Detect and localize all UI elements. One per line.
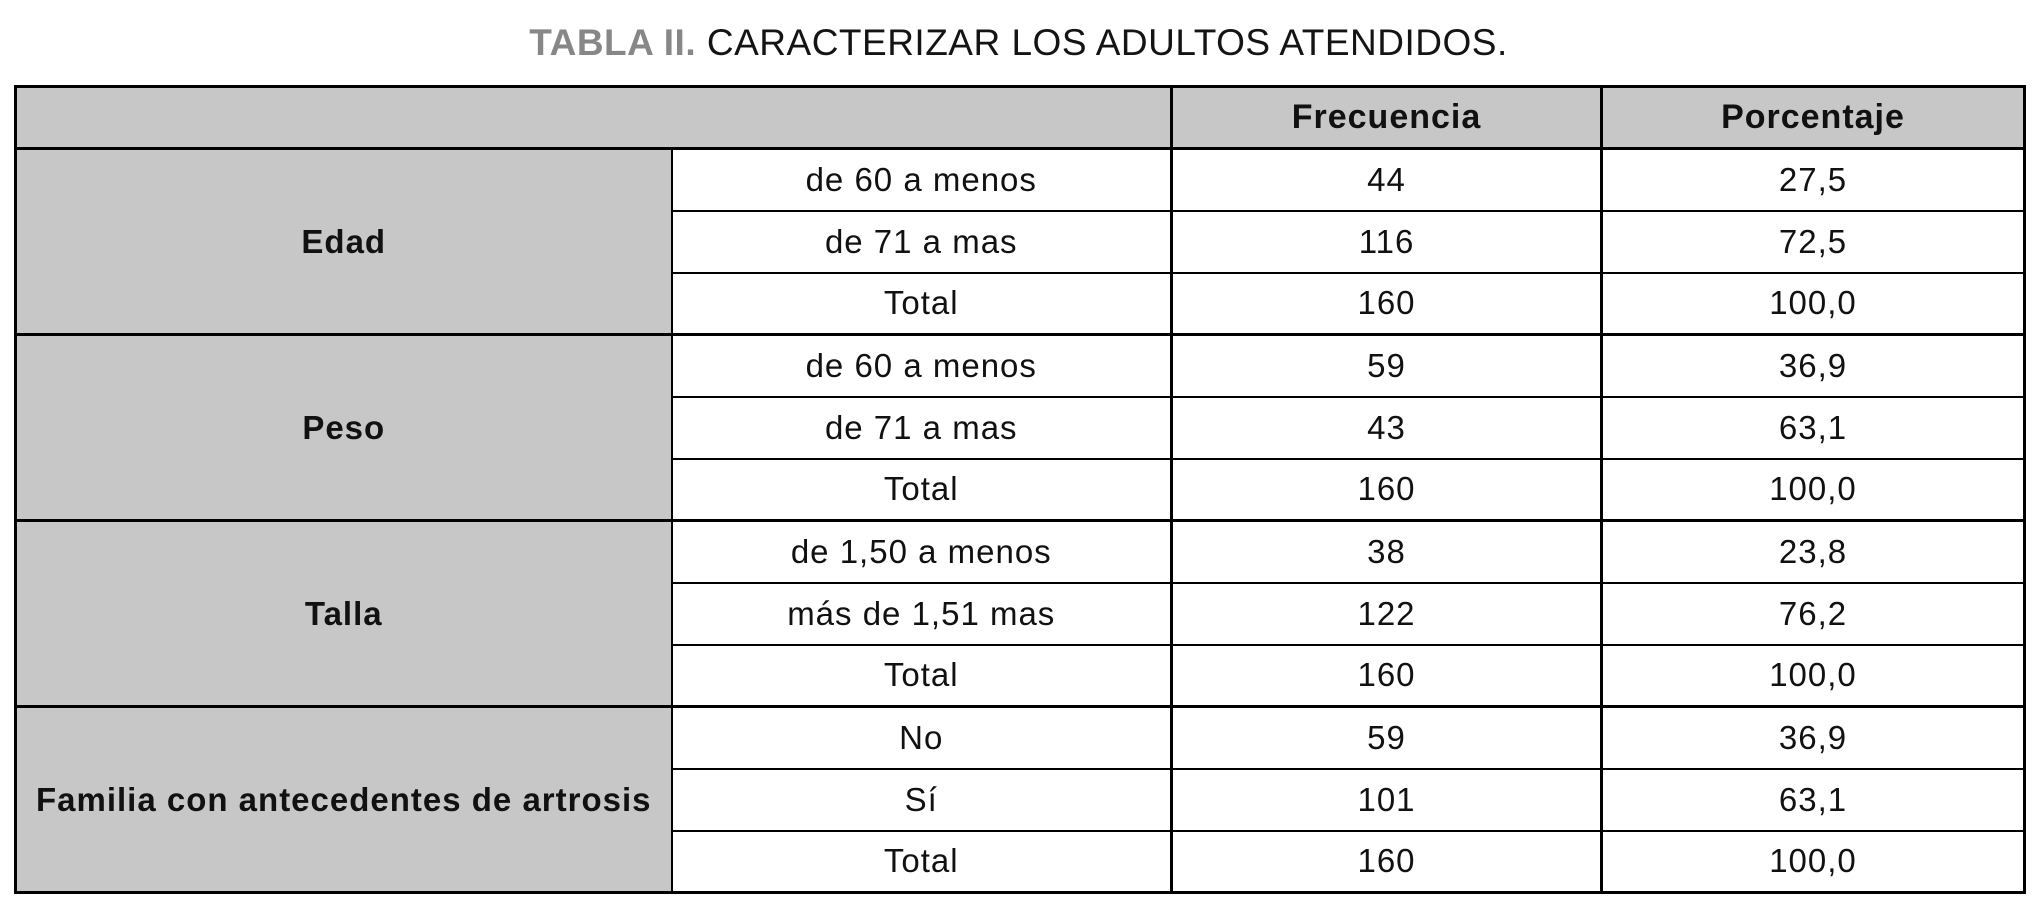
frecuencia-value: 38 bbox=[1172, 521, 1602, 583]
col-header-porcentaje: Porcentaje bbox=[1602, 87, 2025, 149]
group-cell-peso: Peso bbox=[16, 335, 672, 521]
porcentaje-value: 100,0 bbox=[1602, 273, 2025, 335]
col-header-frecuencia: Frecuencia bbox=[1172, 87, 1602, 149]
frecuencia-value: 59 bbox=[1172, 707, 1602, 769]
frecuencia-value: 122 bbox=[1172, 583, 1602, 645]
category-cell: Total bbox=[672, 831, 1172, 893]
group-cell-edad: Edad bbox=[16, 149, 672, 335]
table-title bbox=[0, 22, 2037, 64]
porcentaje-value: 23,8 bbox=[1602, 521, 2025, 583]
table-row bbox=[16, 707, 2025, 769]
porcentaje-value: 72,5 bbox=[1602, 211, 2025, 273]
frecuencia-value: 43 bbox=[1172, 397, 1602, 459]
frecuencia-value: 160 bbox=[1172, 459, 1602, 521]
category-cell: de 71 a mas bbox=[672, 211, 1172, 273]
corner-cell bbox=[16, 87, 1172, 149]
porcentaje-value: 63,1 bbox=[1602, 769, 2025, 831]
category-cell: de 1,50 a menos bbox=[672, 521, 1172, 583]
frecuencia-value: 116 bbox=[1172, 211, 1602, 273]
table-row bbox=[16, 149, 2025, 211]
category-cell: de 60 a menos bbox=[672, 335, 1172, 397]
frecuencia-value: 160 bbox=[1172, 831, 1602, 893]
porcentaje-value: 36,9 bbox=[1602, 707, 2025, 769]
frecuencia-value: 59 bbox=[1172, 335, 1602, 397]
category-cell: Total bbox=[672, 645, 1172, 707]
porcentaje-value: 76,2 bbox=[1602, 583, 2025, 645]
frecuencia-value: 160 bbox=[1172, 645, 1602, 707]
frecuencia-value: 44 bbox=[1172, 149, 1602, 211]
category-cell: No bbox=[672, 707, 1172, 769]
table-row bbox=[16, 335, 2025, 397]
category-cell: de 60 a menos bbox=[672, 149, 1172, 211]
category-cell: Sí bbox=[672, 769, 1172, 831]
frecuencia-value: 160 bbox=[1172, 273, 1602, 335]
porcentaje-value: 27,5 bbox=[1602, 149, 2025, 211]
porcentaje-value: 36,9 bbox=[1602, 335, 2025, 397]
header-row bbox=[16, 87, 2025, 149]
group-cell-familia-antecedentes: Familia con antecedentes de artrosis bbox=[16, 707, 672, 893]
frecuencia-value: 101 bbox=[1172, 769, 1602, 831]
category-cell: más de 1,51 mas bbox=[672, 583, 1172, 645]
category-cell: de 71 a mas bbox=[672, 397, 1172, 459]
table-title-label: TABLA II. bbox=[529, 22, 697, 63]
table-row bbox=[16, 521, 2025, 583]
porcentaje-value: 100,0 bbox=[1602, 831, 2025, 893]
adults-characterization-table bbox=[14, 85, 2026, 894]
group-cell-talla: Talla bbox=[16, 521, 672, 707]
porcentaje-value: 100,0 bbox=[1602, 645, 2025, 707]
table-title-text: CARACTERIZAR LOS ADULTOS ATENDIDOS. bbox=[706, 22, 1508, 63]
category-cell: Total bbox=[672, 459, 1172, 521]
porcentaje-value: 63,1 bbox=[1602, 397, 2025, 459]
category-cell: Total bbox=[672, 273, 1172, 335]
porcentaje-value: 100,0 bbox=[1602, 459, 2025, 521]
